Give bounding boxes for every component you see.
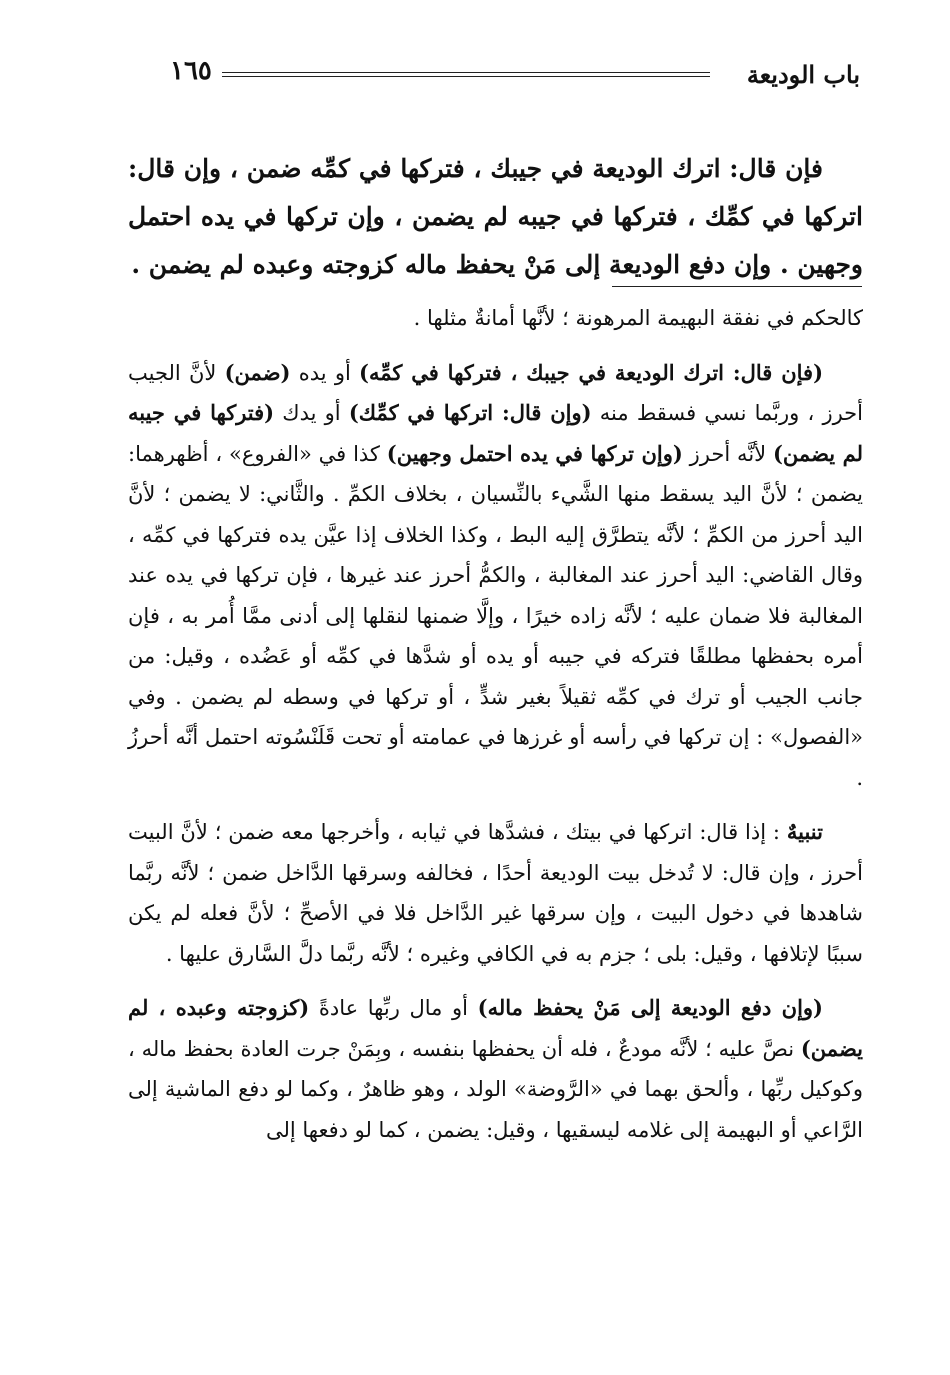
footnote-separator — [612, 286, 862, 287]
page-header — [130, 50, 860, 100]
chapter-title: باب الوديعة — [746, 60, 860, 89]
commentary-text: كذا في «الفروع» ، أظهرهما: يضمن ؛ لأنَّ اليد يسقط منها الشَّيء بالنِّسيان ، بخلاف الكمِّ . والثَّاني: لا يضمن ؛ لأنَّ اليد أحرز من الكمِّ ؛ لأنَّه يتطرَّق إليه البط ، وكذا الخلاف إذا عيَّن يده فتركها في كمِّه ، وقال القاضي: اليد أحرز عند المغالبة ، والكمُّ أحرز عند غيرها ، فإن تركها في يده عند المغالبة فلا ضمان عليه ؛ لأنَّه زاده خيرًا ، وإلَّا ضمنها لنقلها إلى أدنى ممَّا أُمر به ، فإن أمره بحفظها مطلقًا فتركه في جيبه أو يده أو شدَّها في كمِّه أو عَضُده ، وقيل: من جانب الجيب أو ترك في كمِّه ثقيلاً بغير شدٍّ ، أو تركها في وسطه لم يضمن . وفي «الفصول» : إن تركها في رأسه أو غرزها في عمامته أو تحت قَلَنْسُوته احتمل أنَّه أحرزُ . — [128, 441, 863, 790]
commentary-text: لأنَّ الجيب أحرز ، وربَّما نسي فسقط منه — [128, 360, 863, 425]
commentary-paragraph-2 — [128, 353, 863, 799]
quoted-matn: (كزوجته وعبده ، لم يضمن) — [128, 995, 863, 1061]
commentary-text: نصَّ عليه ؛ لأنَّه مودعٌ ، فله أن يحفظها بنفسه ، وبِمَنْ جرت العادة بحفظ ماله ، وكوكيل ربِّها ، وألحق بهما في «الرَّوضة» الولد ، وهو ظاهرٌ ، وكما لو دفع الماشية إلى الرَّاعي أو البهيمة إلى غلامه ليسقيها ، وقيل: يضمن ، كما لو دفعها إلى — [128, 1036, 863, 1142]
commentary-text: أو مال ربِّها عادةً — [309, 996, 478, 1020]
commentary-text: أو يدك — [274, 401, 349, 425]
quoted-matn: (فتركها في جيبه لم يضمن) — [128, 400, 863, 466]
header-rule-double — [222, 76, 710, 77]
note-label: تنبيهٌ — [786, 819, 823, 844]
commentary-paragraph-3 — [128, 812, 863, 974]
matn-paragraph: فإن قال: اترك الوديعة في جيبك ، فتركها في كمِّه ضمن ، وإن قال: اتركها في كمِّك ، فتركها في جيبه لم يضمن ، وإن تركها في يده احتمل وجهين . وإن دفع الوديعة إلى مَنْ يحفظ ماله كزوجته وعبده لم يضمن . — [128, 154, 863, 279]
page-number: ١٦٥ — [170, 56, 212, 86]
header-rule — [222, 72, 710, 73]
quoted-matn: (ضمن) — [224, 359, 291, 385]
quoted-matn: (فإن قال: اترك الوديعة في جيبك ، فتركها في كمِّه) — [359, 359, 823, 385]
commentary-text: أو يده — [290, 360, 360, 385]
commentary-text: لأنَّه أحرز — [682, 441, 773, 466]
quoted-matn: (وإن قال: اتركها في كمِّك) — [348, 400, 592, 425]
quoted-matn: (وإن دفع الوديعة إلى مَنْ يحفظ ماله) — [477, 995, 823, 1020]
commentary-text: : إذا قال: اتركها في بيتك ، فشدَّها في ثيابه ، وأخرجها معه ضمن ؛ لأنَّ البيت أحرز ، وإن قال: لا تُدخل بيت الوديعة أحدًا ، فخالفه وسرقها الدَّاخل ضمن ؛ لأنَّه ربَّما شاهدها في دخول البيت ، وإن سرقها غير الدَّاخل فلا في الأصحِّ ؛ لأنَّ فعله لم يكن سببًا لإتلافها ، وقيل: بلى ؛ جزم به في الكافي وغيره ؛ لأنَّه ربَّما دلَّ السَّارق عليها . — [128, 820, 863, 966]
quoted-matn: (وإن تركها في يده احتمل وجهين) — [386, 440, 683, 466]
commentary-paragraph-1: كالحكم في نفقة البهيمة المرهونة ؛ لأنَّها أمانةٌ مثلها . — [413, 306, 863, 330]
matn-text-block — [128, 145, 863, 289]
commentary-block — [128, 298, 863, 1150]
commentary-paragraph-4 — [128, 988, 863, 1150]
